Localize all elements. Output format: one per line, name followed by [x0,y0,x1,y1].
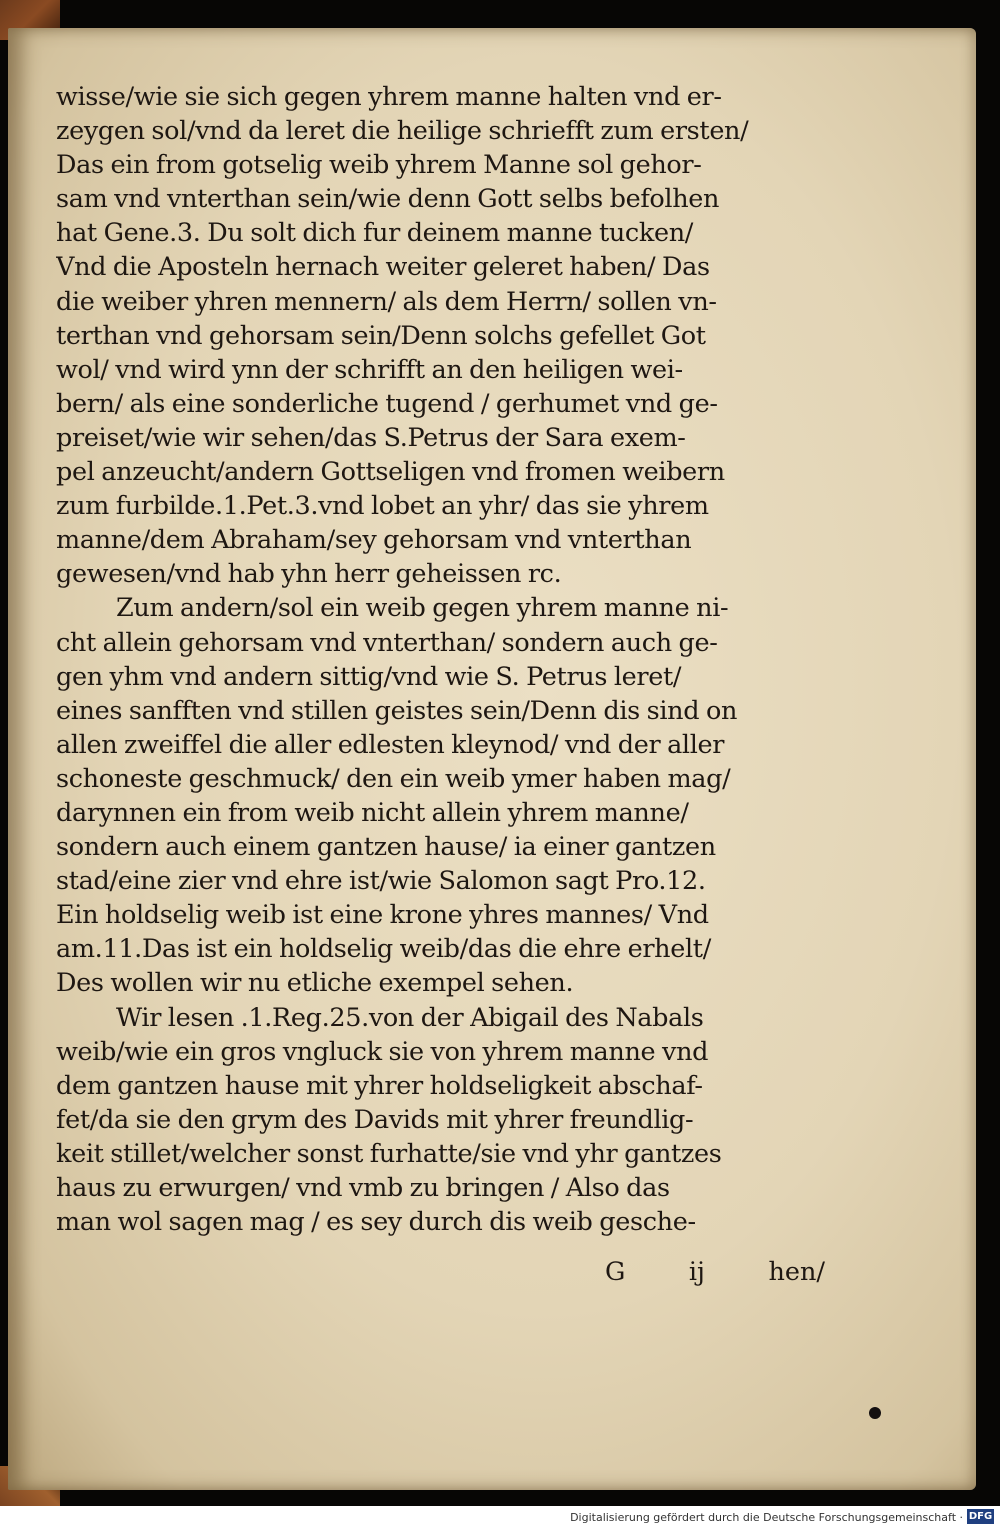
text-line: die weiber yhren mennern/ als dem Herrn/ sollen vn- [56,286,717,317]
text-line: preiset/wie wir sehen/das S.Petrus der Sara exem- [56,422,686,453]
text-line: eines sanfften vnd stillen geistes sein/Denn dis sind on [56,695,738,726]
ink-dot [869,1407,881,1419]
text-line: terthan vnd gehorsam sein/Denn solchs gefellet Got [56,320,706,351]
text-block [56,80,826,1239]
text-line: gewesen/vnd hab yhn herr geheissen rc. [56,559,562,590]
text-line: gen yhm vnd andern sittig/vnd wie S. Petrus leret/ [56,661,682,692]
text-line: Zum andern/sol ein weib gegen yhrem manne ni- [116,593,729,624]
dfg-logo: DFG [968,1511,993,1522]
funding-credit: Digitalisierung gefördert durch die Deutsche Forschungsgemeinschaft · [570,1511,963,1524]
text-line: keit stillet/welcher sonst furhatte/sie vnd yhr gantzes [56,1138,722,1169]
text-line: dem gantzen hause mit yhrer holdseligkeit abschaf- [56,1070,703,1101]
text-line: weib/wie ein gros vngluck sie von yhrem manne vnd [56,1036,709,1067]
text-line: am.11.Das ist ein holdselig weib/das die ehre erhelt/ [56,934,711,965]
text-line: Wir lesen .1.Reg.25.von der Abigail des Nabals [116,1002,704,1033]
footer-bar [0,1506,1000,1528]
text-line: haus zu erwurgen/ vnd vmb zu bringen / Also das [56,1173,670,1203]
text-line: man wol sagen mag / es sey durch dis weib gesche- [56,1207,696,1238]
catchword: hen/ [768,1257,825,1287]
text-line: hat Gene.3. Du solt dich fur deinem manne tucken/ [56,218,694,249]
text-line: wisse/wie sie sich gegen yhrem manne halten vnd er- [56,82,722,112]
text-line: manne/dem Abraham/sey gehorsam vnd vnterthan [56,525,692,556]
text-line: cht allein gehorsam vnd vnterthan/ sondern auch ge- [56,627,718,658]
text-line: sondern auch einem gantzen hause/ ia einer gantzen [56,832,716,863]
signature-mark: G [605,1257,626,1287]
text-line: pel anzeucht/andern Gottseligen vnd fromen weibern [56,457,725,488]
text-line: fet/da sie den grym des Davids mit yhrer freundlig- [56,1104,694,1135]
text-line: zeygen sol/vnd da leret die heilige schriefft zum ersten/ [56,116,749,147]
text-line: Vnd die Aposteln hernach weiter geleret haben/ Das [56,252,710,283]
text-line: allen zweiffel die aller edlesten kleynod/ vnd der aller [56,729,725,760]
text-line: Das ein from gotselig weib yhrem Manne sol gehor- [56,150,702,181]
signature-number: ij [688,1257,705,1287]
signature-line [605,1257,825,1287]
text-line: sam vnd vnterthan sein/wie denn Gott selbs befolhen [56,184,720,215]
text-line: schoneste geschmuck/ den ein weib ymer haben mag/ [56,763,731,794]
text-line: zum furbilde.1.Pet.3.vnd lobet an yhr/ das sie yhrem [56,491,709,522]
paper-page [8,28,976,1490]
text-line: bern/ als eine sonderliche tugend / gerhumet vnd ge- [56,388,718,419]
text-line: stad/eine zier vnd ehre ist/wie Salomon sagt Pro.12. [56,866,706,897]
text-line: Ein holdselig weib ist eine krone yhres mannes/ Vnd [56,900,709,931]
text-line: darynnen ein from weib nicht allein yhrem manne/ [56,797,689,828]
text-line: Des wollen wir nu etliche exempel sehen. [56,968,574,999]
text-line: wol/ vnd wird ynn der schrifft an den heiligen wei- [56,354,683,385]
